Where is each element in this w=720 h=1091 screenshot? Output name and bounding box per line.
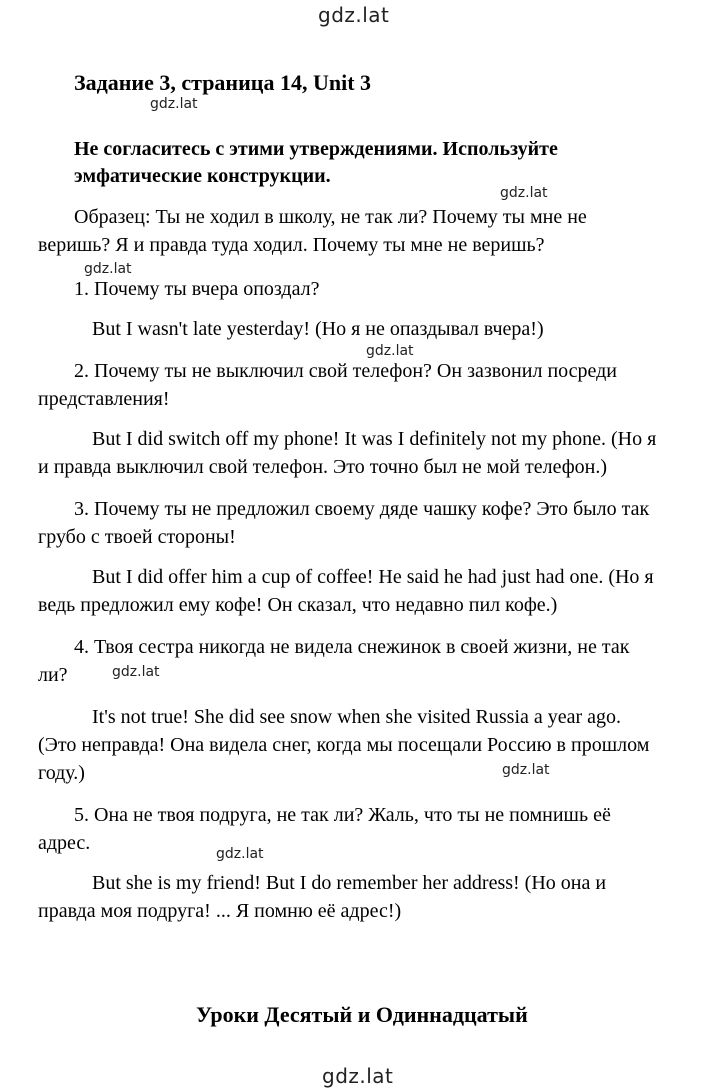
question-line: адрес. [38,832,91,854]
question-line: 1. Почему ты вчера опоздал? [74,278,320,300]
answer-line: But I wasn't late yesterday! (Но я не опаздывал вчера!) [92,318,544,340]
answer-line: But I did offer him a cup of coffee! He said he had just had one. (Но я [92,566,654,588]
example-line: Образец: Ты не ходил в школу, не так ли? Почему ты мне не [74,206,587,228]
question-line: 4. Твоя сестра никогда не видела снежинок в своей жизни, не так [74,636,630,658]
watermark-inline: gdz.lat [500,185,548,201]
answer-line: году.) [38,762,85,784]
answer-line: и правда выключил свой телефон. Это точно был не мой телефон.) [38,456,608,478]
example-line: веришь? Я и правда туда ходил. Почему ты мне не веришь? [38,234,545,256]
answer-line: But she is my friend! But I do remember her address! (Но она и [92,872,607,894]
question-line: 2. Почему ты не выключил свой телефон? Он зазвонил посреди [74,360,618,382]
page-title: Задание 3, страница 14, Unit 3 [74,70,372,95]
instruction-line: Не согласитесь с этими утверждениями. Используйте [74,138,558,160]
answer-line: (Это неправда! Она видела снег, когда мы посещали Россию в прошлом [38,734,650,756]
answer-line: правда моя подруга! ... Я помню её адрес!) [38,900,402,922]
watermark-inline: gdz.lat [84,261,132,277]
watermark-top: gdz.lat [318,3,390,27]
answer-line: ведь предложил ему кофе! Он сказал, что недавно пил кофе.) [38,594,558,616]
question-line: ли? [38,664,68,686]
watermark-inline: gdz.lat [366,343,414,359]
watermark-inline: gdz.lat [216,846,264,862]
question-line: 3. Почему ты не предложил своему дяде чашку кофе? Это было так [74,498,650,520]
question-line: представления! [38,388,170,410]
watermark-inline: gdz.lat [150,96,198,112]
section-title: Уроки Десятый и Одиннадцатый [196,1002,528,1027]
watermark-inline: gdz.lat [502,762,550,778]
question-line: грубо с твоей стороны! [38,526,236,548]
answer-line: But I did switch off my phone! It was I definitely not my phone. (Но я [92,428,657,450]
question-line: 5. Она не твоя подруга, не так ли? Жаль, что ты не помнишь её [74,804,611,826]
instruction-line: эмфатические конструкции. [74,165,331,187]
watermark-inline: gdz.lat [112,664,160,680]
watermark-bottom: gdz.lat [322,1064,394,1088]
answer-line: It's not true! She did see snow when she visited Russia a year ago. [92,706,622,728]
